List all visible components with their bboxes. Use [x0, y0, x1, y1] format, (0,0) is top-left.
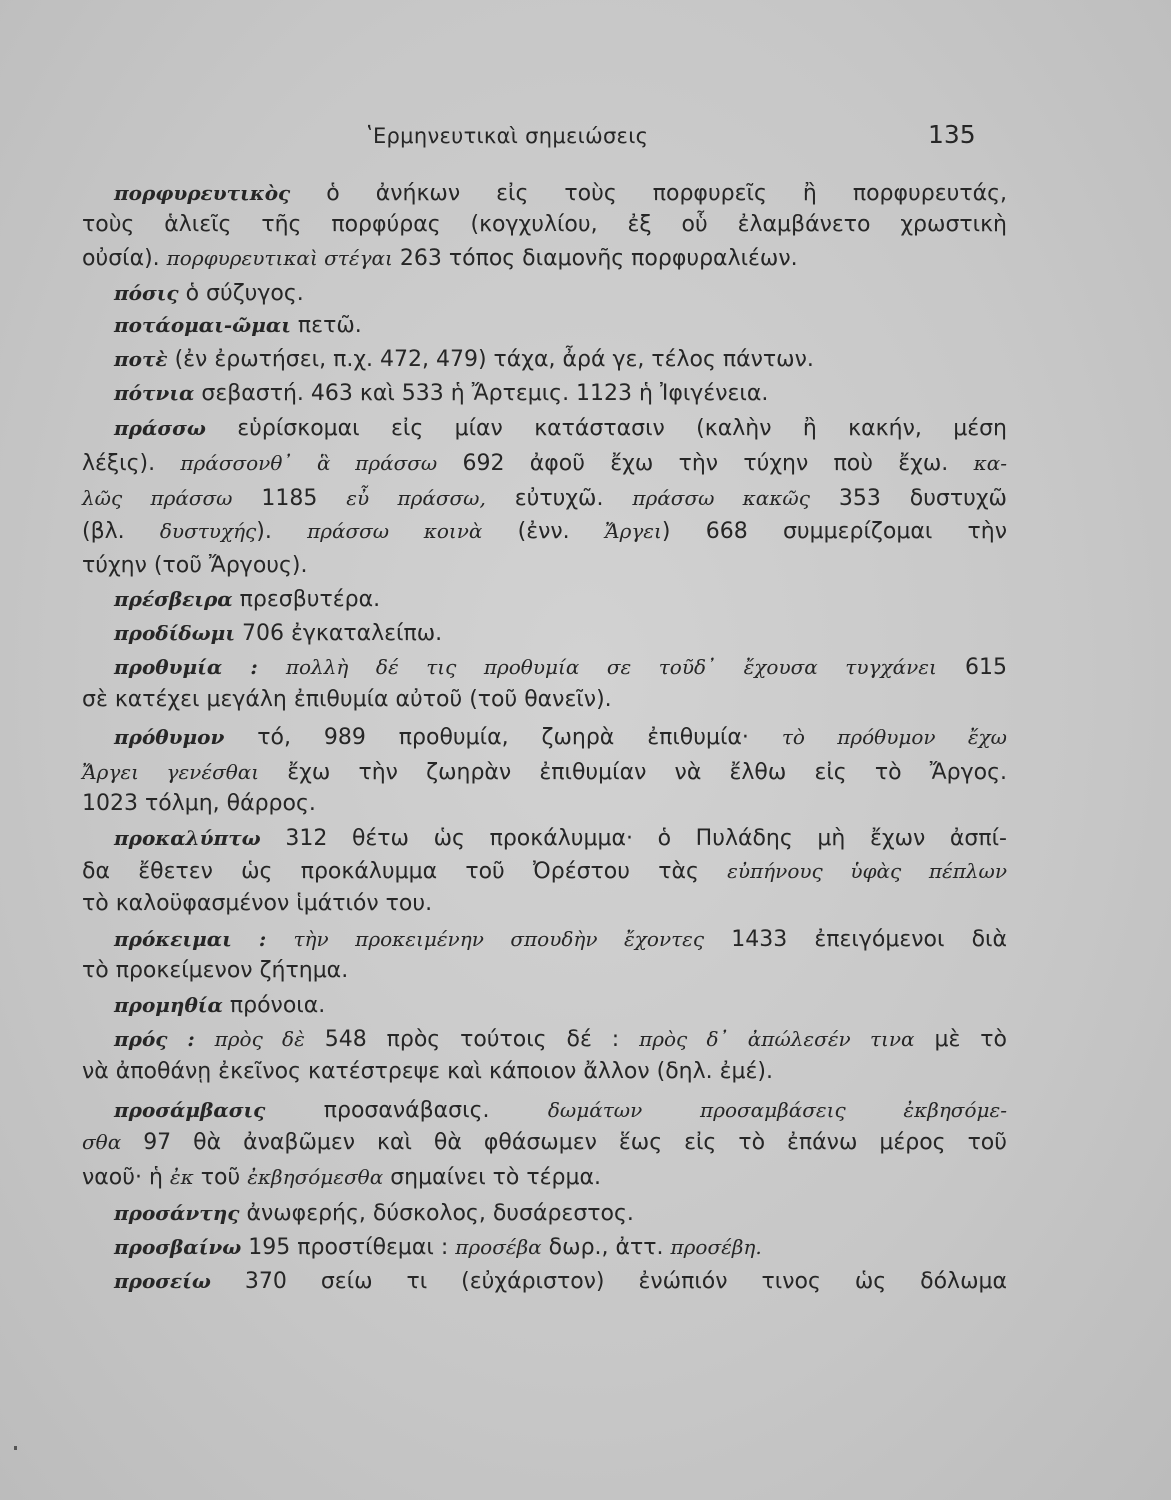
- italic-quote: Ἄργει: [604, 519, 662, 543]
- italic-quote: πρὸς δ᾽ ἀπώλεσέν τινα: [639, 1027, 915, 1051]
- text-line: [82, 516, 1007, 547]
- definition-text: 1023 τόλμη, θάρρος.: [82, 791, 316, 816]
- headword: προσβαίνω: [114, 1235, 242, 1259]
- definition-text: 692 ἀφοῦ ἔχω τὴν τύχην ποὺ ἔχω.: [437, 451, 974, 476]
- definition-text: 548 πρὸς τούτοις δέ :: [304, 1027, 640, 1052]
- italic-quote: προσέβα: [455, 1235, 542, 1259]
- definition-text: 312 θέτω ὡς προκάλυμμα· ὁ Πυλάδης μὴ ἔχων ἀσπί-: [260, 826, 1007, 851]
- headword: ποτὲ: [114, 347, 168, 371]
- text-line: [114, 1198, 634, 1229]
- italic-quote: πολλὴ δέ τις προθυμία σε τοῦδ᾽ ἔχουσα τυγχάνει: [285, 655, 937, 679]
- text-line: [114, 1232, 762, 1263]
- italic-quote: τὴν προκειμένην σπουδὴν ἔχοντες: [293, 927, 705, 951]
- italic-quote: δυστυχής: [159, 519, 257, 543]
- italic-quote: πορφυρευτικαὶ στέγαι: [166, 246, 393, 270]
- italic-quote: εὐπήνους ὑφὰς πέπλων: [727, 859, 1007, 883]
- text-line: [114, 178, 1007, 209]
- italic-quote: κα-: [973, 451, 1007, 475]
- headword: προσάμβασις: [114, 1098, 266, 1122]
- definition-text: (βλ.: [82, 519, 160, 544]
- definition-text: ἀνωφερής, δύσκολος, δυσάρεστος.: [239, 1201, 634, 1226]
- definition-text: 615: [936, 655, 1007, 680]
- definition-text: νὰ ἀποθάνῃ ἐκεῖνος κατέστρεψε καὶ κάποιον ἄλλον (δηλ. ἐμέ).: [82, 1059, 773, 1084]
- text-line: [114, 722, 1007, 753]
- text-line: [114, 413, 1007, 444]
- definition-text: δωρ., ἀττ.: [541, 1235, 671, 1260]
- definition-text: 97 θὰ ἀναβῶμεν καὶ θὰ φθάσωμεν ἕως εἰς τὸ ἐπάνω μέρος τοῦ: [121, 1130, 1007, 1155]
- definition-text: μὲ τὸ: [914, 1027, 1007, 1052]
- definition-text: ὁ σύζυγος.: [178, 281, 304, 306]
- italic-quote: προσέβη.: [670, 1235, 762, 1259]
- text-line: [82, 1057, 773, 1087]
- text-line: [114, 618, 442, 649]
- headword: πράσσω: [114, 416, 206, 440]
- text-line: [82, 889, 432, 919]
- headword: προθυμία :: [114, 655, 258, 679]
- definition-text: δα ἔθετεν ὡς προκάλυμμα τοῦ Ὀρέστου τὰς: [82, 859, 728, 884]
- italic-quote: ἐκ: [169, 1165, 194, 1189]
- definition-text: προσανάβασις.: [265, 1098, 548, 1123]
- definition-text: ναοῦ· ἡ: [82, 1165, 170, 1190]
- headword: προμηθία: [114, 993, 223, 1017]
- italic-quote: πράσσω κοινὰ: [307, 519, 483, 543]
- text-line: [82, 685, 612, 715]
- text-line: [114, 310, 362, 341]
- definition-text: 1185: [232, 486, 347, 511]
- headword: ποτάομαι-ῶμαι: [114, 313, 291, 337]
- italic-quote: δωμάτων προσαμβάσεις ἐκβησόμε-: [547, 1098, 1007, 1122]
- definition-text: 263 τόπος διαμονῆς πορφυραλιέων.: [392, 246, 798, 271]
- text-line: [82, 1162, 601, 1193]
- definition-text: [258, 655, 286, 680]
- definition-text: τὸ καλοϋφασμένον ἱμάτιόν του.: [82, 891, 433, 916]
- text-line: [114, 378, 768, 409]
- italic-quote: πράσσω κακῶς: [632, 486, 810, 510]
- italic-quote: τὸ πρόθυμον ἔχω: [781, 725, 1007, 749]
- italic-quote: σθα: [82, 1130, 122, 1154]
- definition-text: ).: [256, 519, 308, 544]
- italic-quote: Ἄργει γενέσθαι: [82, 760, 260, 784]
- headword: πορφυρευτικὸς: [114, 181, 291, 205]
- text-line: [114, 584, 380, 615]
- page-number: 135: [928, 120, 976, 149]
- margin-mark: [14, 1446, 17, 1450]
- italic-quote: εὖ πράσσω,: [346, 486, 486, 510]
- definition-text: λέξις).: [82, 451, 181, 476]
- headword: πρόθυμον: [114, 725, 225, 749]
- headword: προκαλύπτω: [114, 826, 261, 850]
- text-line: [114, 652, 1007, 683]
- definition-text: ὁ ἀνήκων εἰς τοὺς πορφυρεῖς ἢ πορφυρευτάς,: [290, 181, 1007, 206]
- definition-text: οὐσία).: [82, 246, 167, 271]
- definition-text: (ἐνν.: [482, 519, 605, 544]
- definition-text: [195, 1027, 215, 1052]
- text-line: [82, 856, 1007, 887]
- definition-text: 1433 ἐπειγόμενοι διὰ: [704, 927, 1007, 952]
- italic-quote: πράσσονθ᾽ ἃ πράσσω: [180, 451, 438, 475]
- definition-text: 706 ἐγκαταλείπω.: [235, 621, 443, 646]
- definition-text: σὲ κατέχει μεγάλη ἐπιθυμία αὐτοῦ (τοῦ θανεῖν).: [82, 687, 612, 712]
- text-line: [114, 990, 325, 1021]
- definition-text: πρεσβυτέρα.: [232, 587, 381, 612]
- definition-text: [266, 927, 293, 952]
- definition-text: τό, 989 προθυμία, ζωηρὰ ἐπιθυμία·: [224, 725, 782, 750]
- text-line: [114, 1095, 1007, 1126]
- headword: πρέσβειρα: [114, 587, 233, 611]
- text-line: [82, 789, 316, 819]
- definition-text: εὑρίσκομαι εἰς μίαν κατάστασιν (καλὴν ἢ κακήν, μέση: [205, 416, 1007, 441]
- definition-text: τύχην (τοῦ Ἄργους).: [82, 553, 308, 578]
- definition-text: τοῦ: [193, 1165, 248, 1190]
- definition-text: 370 σείω τι (εὐχάριστον) ἐνώπιόν τινος ὡς δόλωμα: [210, 1269, 1007, 1294]
- headword: πρός :: [114, 1027, 195, 1051]
- headword: πόσις: [114, 281, 179, 305]
- text-line: [82, 243, 798, 274]
- headword: προσείω: [114, 1269, 211, 1293]
- text-line: [114, 1024, 1007, 1055]
- text-line: [82, 956, 348, 986]
- headword: προδίδωμι: [114, 621, 235, 645]
- text-line: [114, 924, 1007, 955]
- header-title: ʽΕρμηνευτικαὶ σημειώσεις: [366, 124, 649, 148]
- definition-text: (ἐν ἐρωτήσει, π.χ. 472, 479) τάχα, ἆρά γε, τέλος πάντων.: [167, 347, 814, 372]
- text-line: [114, 823, 1007, 854]
- text-line: [82, 210, 1007, 240]
- text-line: [114, 344, 814, 375]
- definition-text: τοὺς ἁλιεῖς τῆς πορφύρας (κογχυλίου, ἐξ οὗ ἐλαμβάνετο χρωστικὴ: [82, 212, 1007, 237]
- definition-text: 353 δυστυχῶ: [809, 486, 1007, 511]
- headword: πότνια: [114, 381, 195, 405]
- italic-quote: ἐκβησόμεσθα: [247, 1165, 384, 1189]
- definition-text: ) 668 συμμερίζομαι τὴν: [661, 519, 1007, 544]
- text-line: [114, 1266, 1007, 1297]
- headword: πρόκειμαι :: [114, 927, 267, 951]
- definition-text: πετῶ.: [290, 313, 362, 338]
- definition-text: σεβαστή. 463 καὶ 533 ἡ Ἄρτεμις. 1123 ἡ Ἰφιγένεια.: [194, 381, 769, 406]
- text-line: [82, 551, 308, 581]
- headword: προσάντης: [114, 1201, 240, 1225]
- definition-text: πρόνοια.: [222, 993, 326, 1018]
- definition-text: 195 προστίθεμαι :: [241, 1235, 456, 1260]
- definition-text: τὸ προκείμενον ζήτημα.: [82, 958, 349, 983]
- italic-quote: λῶς πράσσω: [82, 486, 233, 510]
- text-line: [82, 757, 1007, 788]
- definition-text: εὐτυχῶ.: [485, 486, 633, 511]
- italic-quote: πρὸς δὲ: [214, 1027, 305, 1051]
- text-line: [82, 483, 1007, 514]
- text-line: [114, 278, 304, 309]
- definition-text: σημαίνει τὸ τέρμα.: [383, 1165, 601, 1190]
- definition-text: ἔχω τὴν ζωηρὰν ἐπιθυμίαν νὰ ἔλθω εἰς τὸ Ἄργος.: [259, 760, 1007, 785]
- text-line: [82, 1127, 1007, 1158]
- text-line: [82, 448, 1007, 479]
